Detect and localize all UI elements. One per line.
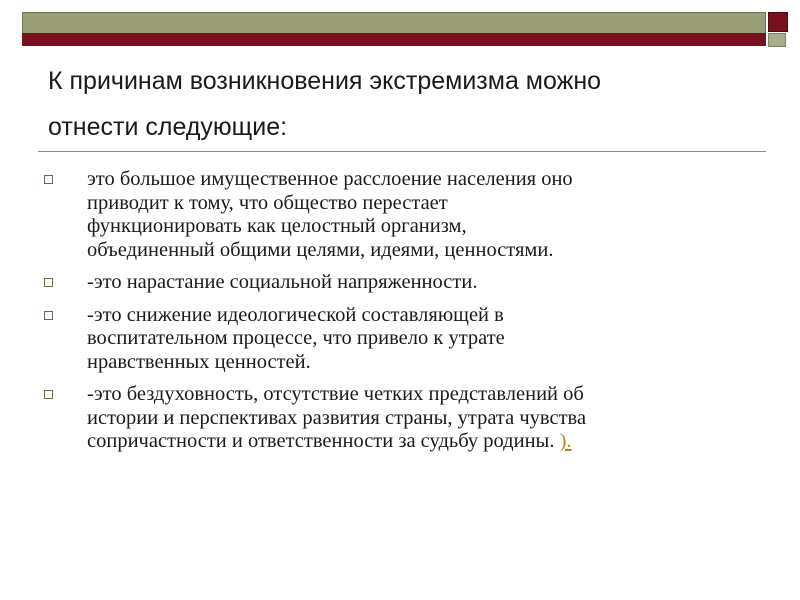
bullet-3-line-1: -это снижение идеологической составляющей в: [87, 303, 504, 326]
square-bullet-icon: [44, 278, 53, 287]
bullet-4-line-3: сопричастности и ответственности за судьбу родины.: [87, 430, 555, 452]
corner-square-olive: [768, 33, 786, 47]
bullet-4-line-1: -это бездуховность, отсутствие четких представлений об: [87, 383, 584, 405]
corner-square-red: [768, 12, 788, 32]
bullet-1-line-3: функционировать как целостный организм,: [87, 215, 467, 237]
bullet-4-line-2: истории и перспективах развития страны, утрата чувства: [87, 406, 587, 429]
slide-title: [48, 58, 748, 150]
bullet-1-line-1: это большое имущественное расслоение населения оно: [87, 168, 573, 190]
bullet-3-line-2: воспитательном процессе, что привело к утрате: [87, 327, 505, 349]
reference-link[interactable]: ).: [559, 430, 572, 452]
header-accent-strip: [22, 33, 766, 46]
bullet-1-line-4: объединенный общими целями, идеями, ценностями.: [87, 238, 554, 261]
title-line-1: К причинам возникновения экстремизма можно: [48, 67, 602, 95]
bullet-list: [42, 168, 762, 463]
title-divider: [38, 151, 766, 152]
bullet-item-1: [42, 168, 762, 262]
square-bullet-icon: [44, 311, 53, 320]
bullet-2-line-1: -это нарастание социальной напряженности.: [87, 271, 478, 293]
bullet-item-3: [42, 304, 762, 375]
square-bullet-icon: [44, 390, 53, 399]
bullet-1-line-2: приводит к тому, что общество перестает: [87, 191, 448, 214]
bullet-item-4: [42, 383, 762, 454]
bullet-item-2: [42, 271, 762, 295]
title-line-2: отнести следующие:: [48, 113, 288, 141]
bullet-3-line-3: нравственных ценностей.: [87, 350, 311, 373]
square-bullet-icon: [44, 175, 53, 184]
